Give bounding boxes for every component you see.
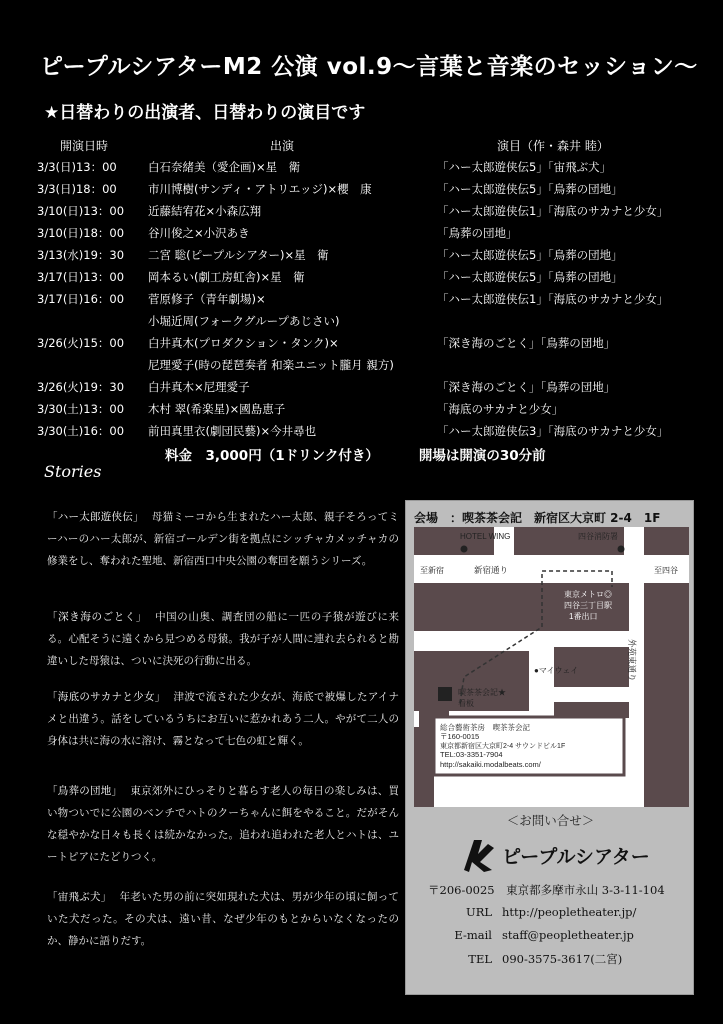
- logo-mark-icon: [458, 836, 498, 874]
- fire-station-marker: [618, 546, 625, 553]
- logo-text: ピープルシアター: [502, 846, 650, 868]
- schedule-date: 3/10(日)18：00: [37, 226, 125, 240]
- schedule-program: 「ハー太郎遊侠伝1」「海底のサカナと少女」: [437, 204, 669, 218]
- schedule-performers: 白井真木×尼理愛子: [148, 380, 250, 394]
- schedule-row: [0, 225, 723, 247]
- schedule-header-performers: 出演: [270, 139, 295, 153]
- contact-email-label: E-mail: [454, 928, 492, 942]
- page-title: ピープルシアターM2 公演 vol.9〜言葉と音楽のセッション〜: [40, 54, 698, 80]
- story-text: 中国の山奥、調査団の船に一匹の子猿が遊びに来る。心配そうに遠くから見つめる母猿。我が子が人間に連れ去られると勘違いした母猿は、ついに決死の行動に出る。: [47, 611, 400, 667]
- stories-heading: Stories: [44, 462, 102, 481]
- story-title: 「海底のサカナと少女」: [47, 691, 166, 703]
- story-text: 母猫ミーコから生まれたハー太郎、親子そろってミーハーのハー太郎が、新宿ゴールデン街を拠点にシッチャカメッチャカの修業をし、奪われた聖地、新宿西口中央公園の奪回を願うシリーズ。: [47, 511, 400, 567]
- schedule-header-program: 演目（作・森井 睦）: [497, 139, 609, 153]
- venue-map: [414, 527, 689, 807]
- story-title: 「宙飛ぶ犬」: [47, 891, 112, 903]
- schedule-performers: 白井真木(プロダクション・タンク)×: [148, 336, 339, 350]
- schedule-row: [0, 423, 723, 445]
- contact-url[interactable]: http://peopletheater.jp/: [502, 905, 637, 919]
- schedule-program: 「ハー太郎遊侠伝5」「鳥葬の団地」: [437, 248, 623, 262]
- info-box: [405, 500, 694, 995]
- schedule-program: 「鳥葬の団地」: [437, 226, 518, 240]
- hotel-marker: [461, 546, 468, 553]
- map-block: [414, 727, 434, 807]
- fee-price: 料金 3,000円（1ドリンク付き）: [165, 448, 379, 464]
- fee-open-time: 開場は開演の30分前: [418, 448, 546, 464]
- schedule-performers: 木村 翠(希楽星)×國島恵子: [148, 402, 286, 416]
- contact-email[interactable]: staff@peopletheater.jp: [502, 928, 634, 942]
- schedule-performers: 小堀近周(フォークグループあじさい): [148, 314, 340, 328]
- schedule-performers: 市川博樹(サンディ・アトリエッジ)×櫻 康: [148, 182, 372, 196]
- contact-url-row: [446, 905, 636, 919]
- story-text: 東京郊外にひっそりと暮らす老人の毎日の楽しみは、買い物ついでに公園のベンチでハトのクーちゃんに餌をやること。だがそんな穏やかな日々も長くは続かなかった。追われ追われた老人とハトは、ユートピアにたどりつく。: [47, 785, 400, 863]
- schedule-row: [0, 181, 723, 203]
- schedule-program: 「ハー太郎遊侠伝5」「鳥葬の団地」: [437, 182, 623, 196]
- contact-email-row: [446, 928, 634, 942]
- schedule-row: [0, 269, 723, 291]
- map-info-url: http://sakaiki.modalbeats.com/: [440, 760, 541, 769]
- schedule-date: 3/17(日)13：00: [37, 270, 125, 284]
- map-label-to-yotsuya: 至四谷: [654, 566, 678, 575]
- schedule-performers: 谷川俊之×小沢あき: [148, 226, 250, 240]
- schedule-performers: 近藤結宥花×小森広翔: [148, 204, 262, 218]
- schedule-row: [0, 247, 723, 269]
- venue-marker: [438, 687, 452, 701]
- story-item: [47, 686, 399, 752]
- schedule-row: [0, 313, 723, 335]
- map-label-sign-board: 看板: [458, 699, 474, 708]
- schedule-date: 3/30(土)16：00: [37, 424, 125, 438]
- story-item: [47, 780, 399, 868]
- schedule-date: 3/30(土)13：00: [37, 402, 125, 416]
- schedule-date: 3/3(日)18：00: [37, 182, 117, 196]
- contact-tel-row: [446, 951, 622, 967]
- fee-line: [165, 444, 546, 464]
- schedule-performers: 白石奈緒美（愛企画)×星 衛: [148, 160, 301, 174]
- contact-address: 〒206-0025 東京都多摩市永山 3-3-11-104: [428, 883, 665, 897]
- schedule-performers: 尼理愛子(時の琵琶奏者 和楽ユニット朧月 親方): [148, 358, 394, 372]
- people-theater-logo: [458, 836, 658, 876]
- schedule-date: 3/10(日)13：00: [37, 204, 125, 218]
- schedule-program: 「ハー太郎遊侠伝5」「宙飛ぶ犬」: [437, 160, 612, 174]
- inquiry-label: ＜お問い合せ＞: [506, 813, 595, 828]
- story-title: 「ハー太郎遊侠伝」: [47, 511, 144, 523]
- map-info-zip: 〒160-0015: [440, 732, 480, 741]
- schedule-program: 「ハー太郎遊侠伝5」「鳥葬の団地」: [437, 270, 623, 284]
- schedule-header-date: 開演日時: [60, 139, 109, 153]
- story-text: 津波で流された少女が、海底で被爆したアイナメと出違う。話をしているうちにお互いに惹かれあう二人。やがて二人の身体は共に海の水に溶け、霧となって七色の虹と輝く。: [47, 691, 399, 747]
- map-label-station: 四谷三丁目駅: [564, 601, 612, 610]
- schedule-program: 「深き海のごとく」「鳥葬の団地」: [437, 336, 616, 350]
- schedule-date: 3/17(日)16：00: [37, 292, 125, 306]
- map-block: [644, 527, 689, 555]
- map-label-exit: 1番出口: [569, 612, 598, 621]
- map-info-name: 総合藝術茶房 喫茶茶会記: [440, 723, 530, 732]
- schedule-row: [0, 159, 723, 181]
- map-block: [644, 583, 689, 807]
- schedule-program: 「深き海のごとく」「鳥葬の団地」: [437, 380, 616, 394]
- schedule-row: [0, 379, 723, 401]
- map-label-hotel: HOTEL WING: [460, 532, 511, 541]
- story-item: [47, 606, 399, 672]
- map-label-sign: 喫茶茶会記★: [458, 688, 506, 697]
- schedule-row: [0, 357, 723, 379]
- map-info-address: 東京都新宿区大京町2-4 サウンドビル1F: [440, 743, 566, 750]
- map-info-tel: TEL:03-3351-7904: [440, 750, 503, 759]
- schedule-performers: 菅原修子（青年劇場)×: [148, 292, 266, 306]
- map-label-to-shinjuku: 至新宿: [420, 566, 444, 575]
- schedule-program: 「海底のサカナと少女」: [437, 402, 564, 416]
- schedule-date: 3/26(火)15：00: [37, 336, 125, 350]
- schedule-program: 「ハー太郎遊侠伝3」「海底のサカナと少女」: [437, 424, 669, 438]
- map-block: [414, 583, 534, 631]
- story-title: 「鳥葬の団地」: [47, 785, 123, 797]
- map-label-shinjuku-dori: 新宿通り: [474, 565, 509, 575]
- contact-tel-label: TEL: [468, 952, 492, 966]
- contact-tel: 090-3575-3617(二宮): [502, 952, 623, 966]
- schedule-date: 3/3(日)13：00: [37, 160, 117, 174]
- map-label-metro: 東京メトロ◎: [564, 590, 612, 599]
- map-label-myway: ●マイウェイ: [534, 666, 579, 675]
- schedule-date: 3/26(火)19：30: [37, 380, 125, 394]
- schedule-performers: 二宮 聡(ピープルシアター)×星 衛: [148, 248, 329, 262]
- contact-url-label: URL: [466, 905, 492, 919]
- page-subtitle: ★日替わりの出演者、日替わりの演目です: [44, 103, 366, 123]
- schedule-date: 3/13(水)19：30: [37, 248, 125, 262]
- map-label-gaien-dori: 外苑東通り: [627, 639, 637, 682]
- schedule-row: [0, 335, 723, 357]
- schedule-row: [0, 401, 723, 423]
- venue-line: 会場 ：喫茶茶会記 新宿区大京町 2-4 1F: [414, 511, 661, 525]
- schedule-row: [0, 291, 723, 313]
- schedule-program: 「ハー太郎遊侠伝1」「海底のサカナと少女」: [437, 292, 669, 306]
- venue-map-svg: [414, 527, 689, 807]
- story-item: [47, 886, 399, 952]
- story-title: 「深き海のごとく」: [47, 611, 148, 623]
- map-label-fire-station: 四谷消防署: [578, 532, 618, 541]
- schedule-performers: 前田真里衣(劇団民藝)×今井尋也: [148, 424, 317, 438]
- story-item: [47, 506, 399, 572]
- schedule-performers: 岡本るい(劇工房虹舎)×星 衛: [148, 270, 305, 284]
- story-text: 年老いた男の前に突如現れた犬は、男が少年の頃に飼っていた犬だった。その犬は、遠い昔、なぜ少年のもとからいなくなったのか、静かに語りだす。: [47, 891, 400, 947]
- schedule-row: [0, 203, 723, 225]
